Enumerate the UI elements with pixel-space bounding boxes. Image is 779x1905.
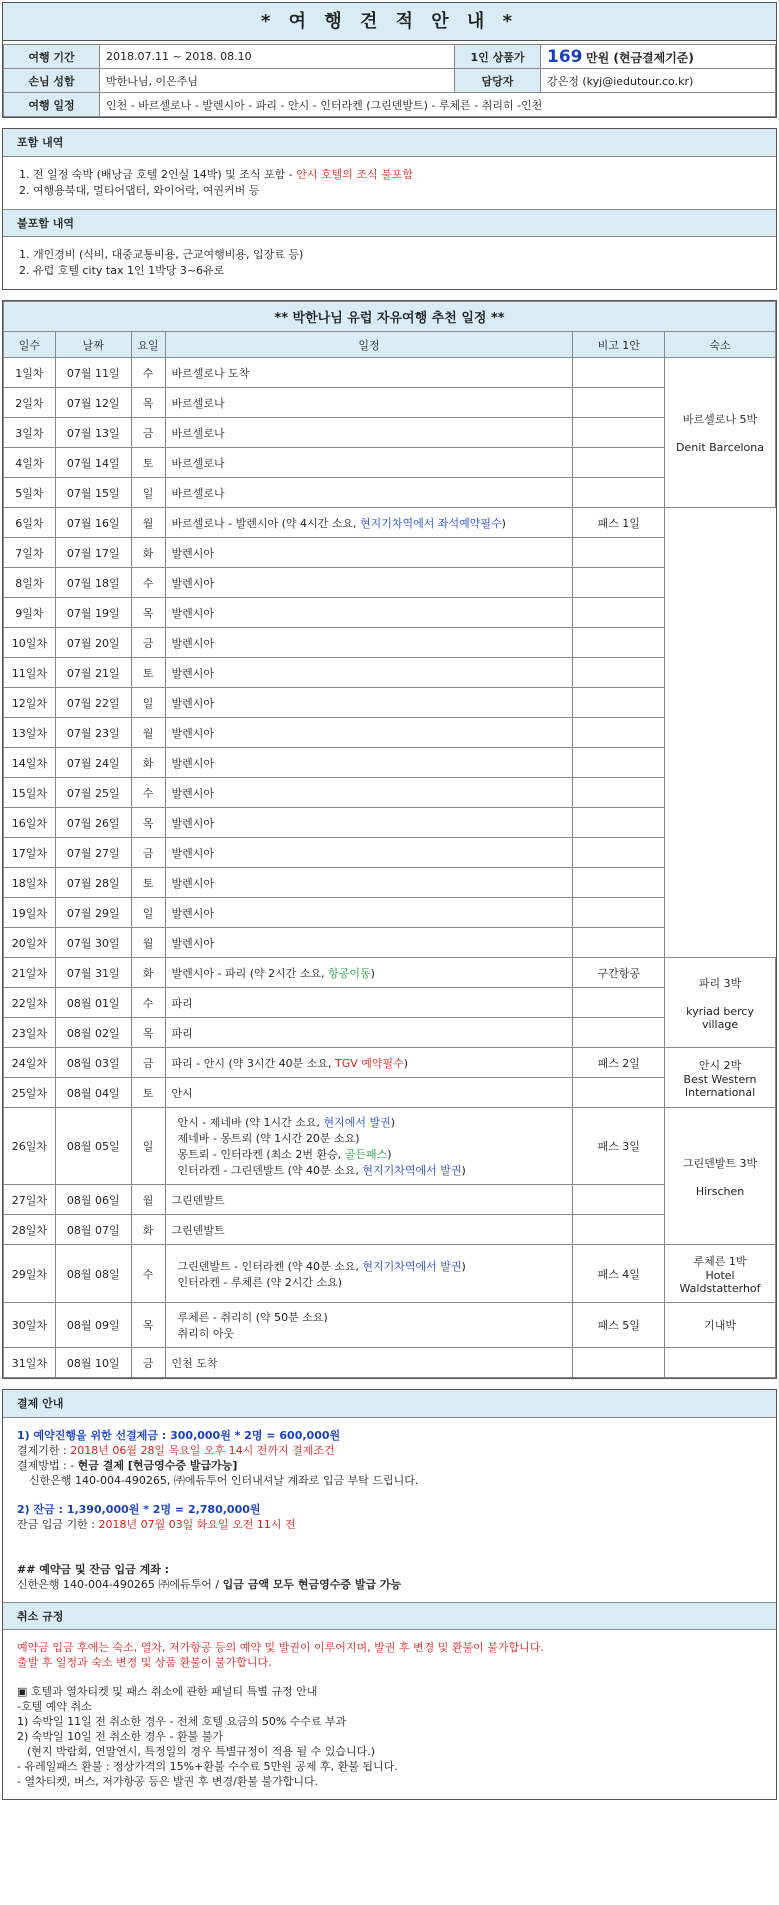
schedule-header: 날짜 [55, 332, 131, 358]
note-cell [573, 688, 665, 718]
note-cell [573, 898, 665, 928]
payment-deadline: 결제기한 : 2018년 06월 28일 목요일 오후 14시 전까지 결제조건 [17, 1444, 335, 1457]
day-cell: 13일차 [4, 718, 56, 748]
note-cell [573, 748, 665, 778]
schedule-table [3, 301, 776, 1378]
customer-value: 박한나님, 이은주님 [100, 69, 455, 93]
plan-cell: 바르셀로나 도착 [165, 358, 573, 388]
day-cell: 12일차 [4, 688, 56, 718]
weekday-cell: 금 [131, 418, 165, 448]
payment-account: 신한은행 140-004-490265 ㈜에듀투어 / 입금 금액 모두 현금영수증 발급 가능 [17, 1578, 402, 1591]
note-cell [573, 808, 665, 838]
date-cell: 08월 06일 [55, 1185, 131, 1215]
note-cell [573, 1348, 665, 1378]
date-cell: 08월 05일 [55, 1108, 131, 1185]
quote-header-box [2, 2, 777, 118]
date-cell: 08월 10일 [55, 1348, 131, 1378]
customer-label: 손님 성함 [4, 69, 100, 93]
excluded-line-1: 1. 개인경비 (식비, 대중교통비용, 근교여행비용, 입장료 등) [19, 248, 304, 261]
schedule-header: 일수 [4, 332, 56, 358]
schedule-row [4, 538, 776, 568]
schedule-row [4, 628, 776, 658]
weekday-cell: 화 [131, 748, 165, 778]
day-cell: 18일차 [4, 868, 56, 898]
day-cell: 8일차 [4, 568, 56, 598]
hotel-cell [665, 1348, 776, 1378]
weekday-cell: 토 [131, 868, 165, 898]
hotel-cell: 그린덴발트 3박 Hirschen [665, 1108, 776, 1245]
weekday-cell: 월 [131, 1185, 165, 1215]
included-line-2: 2. 여행용북대, 멀티어댑터, 와이어락, 여권커버 등 [19, 184, 260, 197]
day-cell: 11일차 [4, 658, 56, 688]
schedule-row [4, 748, 776, 778]
schedule-row [4, 778, 776, 808]
day-cell: 4일차 [4, 448, 56, 478]
weekday-cell: 토 [131, 448, 165, 478]
day-cell: 25일차 [4, 1078, 56, 1108]
payment-heading: 결제 안내 [3, 1390, 776, 1418]
cancel-rule-2: 출발 후 일정과 숙소 변경 및 상품 환불이 불가합니다. [17, 1656, 272, 1669]
schedule-row [4, 1348, 776, 1378]
plan-cell: 안시 [165, 1078, 573, 1108]
weekday-cell: 목 [131, 388, 165, 418]
date-cell: 08월 07일 [55, 1215, 131, 1245]
plan-cell: 발렌시아 [165, 658, 573, 688]
note-cell: 패스 4일 [573, 1245, 665, 1303]
price-number: 169 [547, 46, 583, 67]
note-cell [573, 538, 665, 568]
note-cell [573, 568, 665, 598]
date-cell: 07월 16일 [55, 508, 131, 538]
schedule-header: 일정 [165, 332, 573, 358]
included-body [3, 157, 776, 209]
weekday-cell: 화 [131, 538, 165, 568]
weekday-cell: 일 [131, 1108, 165, 1185]
date-cell: 07월 27일 [55, 838, 131, 868]
schedule-title: ** 박한나님 유럽 자유여행 추천 일정 ** [4, 302, 776, 332]
plan-cell: 그린덴발트 [165, 1185, 573, 1215]
weekday-cell: 수 [131, 778, 165, 808]
date-cell: 07월 23일 [55, 718, 131, 748]
plan-cell: 발렌시아 [165, 778, 573, 808]
note-cell [573, 1185, 665, 1215]
weekday-cell: 수 [131, 358, 165, 388]
day-cell: 15일차 [4, 778, 56, 808]
schedule-box [2, 300, 777, 1379]
schedule-row [4, 958, 776, 988]
plan-cell: 바르셀로나 - 발렌시아 (약 4시간 소요, 현지기차역에서 좌석예약필수) [165, 508, 573, 538]
schedule-row [4, 898, 776, 928]
date-cell: 07월 28일 [55, 868, 131, 898]
penalty-hotel: -호텔 예약 취소 [17, 1700, 92, 1713]
hotel-cell: 기내박 [665, 1303, 776, 1348]
period-value: 2018.07.11 ~ 2018. 08.10 [100, 45, 455, 69]
schedule-row [4, 1078, 776, 1108]
day-cell: 14일차 [4, 748, 56, 778]
schedule-row [4, 418, 776, 448]
plan-cell: 파리 [165, 1018, 573, 1048]
schedule-row [4, 868, 776, 898]
note-cell [573, 1215, 665, 1245]
payment-body [3, 1418, 776, 1602]
weekday-cell: 금 [131, 628, 165, 658]
note-cell [573, 838, 665, 868]
note-cell: 패스 1일 [573, 508, 665, 538]
plan-cell: 바르셀로나 [165, 418, 573, 448]
day-cell: 16일차 [4, 808, 56, 838]
schedule-row [4, 1018, 776, 1048]
schedule-row [4, 448, 776, 478]
excluded-body [3, 237, 776, 289]
weekday-cell: 토 [131, 658, 165, 688]
inclusion-box [2, 128, 777, 290]
plan-cell: 발렌시아 - 파리 (약 2시간 소요, 항공이동) [165, 958, 573, 988]
day-cell: 2일차 [4, 388, 56, 418]
note-cell: 패스 2일 [573, 1048, 665, 1078]
date-cell: 07월 13일 [55, 418, 131, 448]
weekday-cell: 월 [131, 718, 165, 748]
date-cell: 08월 01일 [55, 988, 131, 1018]
weekday-cell: 수 [131, 568, 165, 598]
weekday-cell: 화 [131, 1215, 165, 1245]
excluded-heading: 불포함 내역 [3, 209, 776, 237]
day-cell: 26일차 [4, 1108, 56, 1185]
schedule-row [4, 988, 776, 1018]
day-cell: 27일차 [4, 1185, 56, 1215]
day-cell: 29일차 [4, 1245, 56, 1303]
day-cell: 5일차 [4, 478, 56, 508]
plan-cell: 그린덴발트 [165, 1215, 573, 1245]
plan-cell: 발렌시아 [165, 808, 573, 838]
plan-cell: 발렌시아 [165, 628, 573, 658]
date-cell: 07월 29일 [55, 898, 131, 928]
schedule-row [4, 838, 776, 868]
page-title: * 여 행 견 적 안 내 * [3, 3, 776, 41]
day-cell: 1일차 [4, 358, 56, 388]
schedule-row [4, 1245, 776, 1303]
note-cell [573, 658, 665, 688]
schedule-row [4, 478, 776, 508]
penalty-line-4: - 유레일패스 환불 : 정상가격의 15%+환불 수수료 5만원 공제 후, 환불 됩니다. [17, 1760, 398, 1773]
date-cell: 07월 22일 [55, 688, 131, 718]
penalty-line-1: 1) 숙박일 11일 전 취소한 경우 - 전체 호텔 요금의 50% 수수료 부과 [17, 1715, 347, 1728]
schedule-header: 비고 1안 [573, 332, 665, 358]
schedule-row [4, 1303, 776, 1348]
plan-cell: 발렌시아 [165, 868, 573, 898]
hotel-cell: 바르셀로나 5박 Denit Barcelona [665, 358, 776, 508]
plan-cell: 파리 [165, 988, 573, 1018]
weekday-cell: 목 [131, 598, 165, 628]
weekday-cell: 금 [131, 1048, 165, 1078]
day-cell: 17일차 [4, 838, 56, 868]
excluded-line-2: 2. 유럽 호텔 city tax 1인 1박당 3~6유로 [19, 264, 225, 277]
note-cell [573, 628, 665, 658]
payment-account-note: 신한은행 140-004-490265, ㈜에듀투어 인터내셔날 계좌로 입금 부탁 드립니다. [29, 1474, 419, 1487]
day-cell: 10일차 [4, 628, 56, 658]
plan-cell: 바르셀로나 [165, 388, 573, 418]
day-cell: 31일차 [4, 1348, 56, 1378]
schedule-row [4, 688, 776, 718]
day-cell: 28일차 [4, 1215, 56, 1245]
plan-cell: 발렌시아 [165, 928, 573, 958]
route-label: 여행 일정 [4, 93, 100, 117]
schedule-header: 요일 [131, 332, 165, 358]
penalty-heading: ▣ 호텔과 열차티켓 및 패스 취소에 관한 패널티 특별 규정 안내 [17, 1685, 318, 1698]
included-line-1: 1. 전 일정 숙박 (배낭금 호텔 2인실 14박) 및 조식 포함 - 안시 호텔의 조식 불포함 [19, 168, 414, 181]
schedule-row [4, 1108, 776, 1185]
date-cell: 07월 20일 [55, 628, 131, 658]
date-cell: 07월 18일 [55, 568, 131, 598]
penalty-line-5: - 열차티켓, 버스, 저가항공 등은 발권 후 변경/환불 불가합니다. [17, 1775, 319, 1788]
date-cell: 07월 21일 [55, 658, 131, 688]
date-cell: 07월 25일 [55, 778, 131, 808]
day-cell: 19일차 [4, 898, 56, 928]
date-cell: 07월 30일 [55, 928, 131, 958]
date-cell: 07월 14일 [55, 448, 131, 478]
note-cell [573, 598, 665, 628]
date-cell: 07월 31일 [55, 958, 131, 988]
schedule-row [4, 1215, 776, 1245]
plan-cell: 루체른 - 취리히 (약 50분 소요) 취리히 아웃 [165, 1303, 573, 1348]
cancel-body [3, 1630, 776, 1799]
note-cell [573, 1078, 665, 1108]
note-cell [573, 418, 665, 448]
schedule-row [4, 928, 776, 958]
day-cell: 30일차 [4, 1303, 56, 1348]
plan-cell: 그린덴발트 - 인터라켄 (약 40분 소요, 현지기차역에서 발권) 인터라켄 - 루체른 (약 2시간 소요) [165, 1245, 573, 1303]
included-heading: 포함 내역 [3, 129, 776, 157]
manager-value: 강은정 (kyj@iedutour.co.kr) [541, 69, 776, 93]
date-cell: 07월 15일 [55, 478, 131, 508]
note-cell: 패스 5일 [573, 1303, 665, 1348]
plan-cell: 발렌시아 [165, 718, 573, 748]
penalty-line-2: 2) 숙박일 10일 전 취소한 경우 - 환불 불가 [17, 1730, 223, 1743]
note-cell [573, 868, 665, 898]
day-cell: 6일차 [4, 508, 56, 538]
schedule-row [4, 718, 776, 748]
weekday-cell: 월 [131, 508, 165, 538]
date-cell: 08월 09일 [55, 1303, 131, 1348]
schedule-row [4, 658, 776, 688]
cancel-heading: 취소 규정 [3, 1602, 776, 1630]
date-cell: 08월 08일 [55, 1245, 131, 1303]
schedule-header: 숙소 [665, 332, 776, 358]
payment-account-heading: ## 예약금 및 잔금 입금 계좌 : [17, 1563, 170, 1576]
day-cell: 7일차 [4, 538, 56, 568]
schedule-row [4, 1048, 776, 1078]
schedule-row [4, 808, 776, 838]
date-cell: 07월 12일 [55, 388, 131, 418]
payment-balance: 2) 잔금 : 1,390,000원 * 2명 = 2,780,000원 [17, 1503, 261, 1516]
day-cell: 3일차 [4, 418, 56, 448]
plan-cell: 발렌시아 [165, 598, 573, 628]
plan-cell: 인천 도착 [165, 1348, 573, 1378]
day-cell: 22일차 [4, 988, 56, 1018]
note-cell [573, 1018, 665, 1048]
schedule-row [4, 598, 776, 628]
note-cell [573, 388, 665, 418]
price-value [541, 45, 776, 69]
day-cell: 9일차 [4, 598, 56, 628]
plan-cell: 바르셀로나 [165, 448, 573, 478]
weekday-cell: 일 [131, 688, 165, 718]
schedule-row [4, 358, 776, 388]
plan-cell: 발렌시아 [165, 688, 573, 718]
plan-cell: 바르셀로나 [165, 478, 573, 508]
weekday-cell: 금 [131, 838, 165, 868]
note-cell [573, 448, 665, 478]
weekday-cell: 목 [131, 808, 165, 838]
plan-cell: 발렌시아 [165, 898, 573, 928]
date-cell: 08월 02일 [55, 1018, 131, 1048]
payment-balance-deadline: 잔금 입금 기한 : 2018년 07월 03일 화요일 오전 11시 전 [17, 1518, 296, 1531]
hotel-cell: 루체른 1박 Hotel Waldstatterhof [665, 1245, 776, 1303]
cancel-rule-1: 예약금 입금 후에는 숙소, 열차, 저가항공 등의 예약 및 발권이 이루어지며, 발권 후 변경 및 환불이 불가합니다. [17, 1641, 544, 1654]
note-cell [573, 718, 665, 748]
note-cell [573, 928, 665, 958]
payment-deposit: 1) 예약진행을 위한 선결제금 : 300,000원 * 2명 = 600,000원 [17, 1429, 341, 1442]
note-cell [573, 358, 665, 388]
payment-method: 결제방법 : - 현금 결제 [현금영수증 발급가능] [17, 1459, 238, 1472]
payment-box [2, 1389, 777, 1800]
weekday-cell: 일 [131, 898, 165, 928]
hotel-cell: 안시 2박 Best Western International [665, 1048, 776, 1108]
penalty-line-3: (현지 박람회, 연말연시, 특정일의 경우 특별규정이 적용 될 수 있습니다.) [27, 1745, 376, 1758]
plan-cell: 발렌시아 [165, 748, 573, 778]
date-cell: 07월 19일 [55, 598, 131, 628]
weekday-cell: 토 [131, 1078, 165, 1108]
date-cell: 07월 26일 [55, 808, 131, 838]
day-cell: 24일차 [4, 1048, 56, 1078]
weekday-cell: 목 [131, 1303, 165, 1348]
day-cell: 20일차 [4, 928, 56, 958]
day-cell: 23일차 [4, 1018, 56, 1048]
day-cell: 21일차 [4, 958, 56, 988]
plan-cell: 발렌시아 [165, 568, 573, 598]
weekday-cell: 수 [131, 988, 165, 1018]
trip-info-table [3, 44, 776, 117]
price-unit: 만원 (현금결제기준) [586, 50, 694, 65]
weekday-cell: 금 [131, 1348, 165, 1378]
manager-label: 담당자 [455, 69, 541, 93]
schedule-row [4, 1185, 776, 1215]
plan-cell: 파리 - 안시 (약 3시간 40분 소요, TGV 예약필수) [165, 1048, 573, 1078]
note-cell [573, 988, 665, 1018]
note-cell [573, 778, 665, 808]
date-cell: 07월 24일 [55, 748, 131, 778]
date-cell: 07월 11일 [55, 358, 131, 388]
weekday-cell: 월 [131, 928, 165, 958]
date-cell: 08월 04일 [55, 1078, 131, 1108]
hotel-cell: 파리 3박 kyriad bercy village [665, 958, 776, 1048]
route-value: 인천 - 바르셀로나 - 발렌시아 - 파리 - 안시 - 인터라켄 (그린덴발트) - 루체른 - 취리히 -인천 [100, 93, 776, 117]
note-cell: 패스 3일 [573, 1108, 665, 1185]
schedule-row [4, 508, 776, 538]
note-cell [573, 478, 665, 508]
date-cell: 07월 17일 [55, 538, 131, 568]
plan-cell: 안시 - 제네바 (약 1시간 소요, 현지에서 발권) 제네바 - 몽트뢰 (약 1시간 20분 소요) 몽트뢰 - 인터라켄 (최소 2번 환승, 골든패스) 인터라켄 - 그린덴발트 (약 40분 소요, 현지기차역에서 발권) [165, 1108, 573, 1185]
plan-cell: 발렌시아 [165, 538, 573, 568]
schedule-row [4, 568, 776, 598]
weekday-cell: 수 [131, 1245, 165, 1303]
period-label: 여행 기간 [4, 45, 100, 69]
weekday-cell: 목 [131, 1018, 165, 1048]
price-label: 1인 상품가 [455, 45, 541, 69]
weekday-cell: 화 [131, 958, 165, 988]
weekday-cell: 일 [131, 478, 165, 508]
schedule-row [4, 388, 776, 418]
note-cell: 구간항공 [573, 958, 665, 988]
date-cell: 08월 03일 [55, 1048, 131, 1078]
plan-cell: 발렌시아 [165, 838, 573, 868]
